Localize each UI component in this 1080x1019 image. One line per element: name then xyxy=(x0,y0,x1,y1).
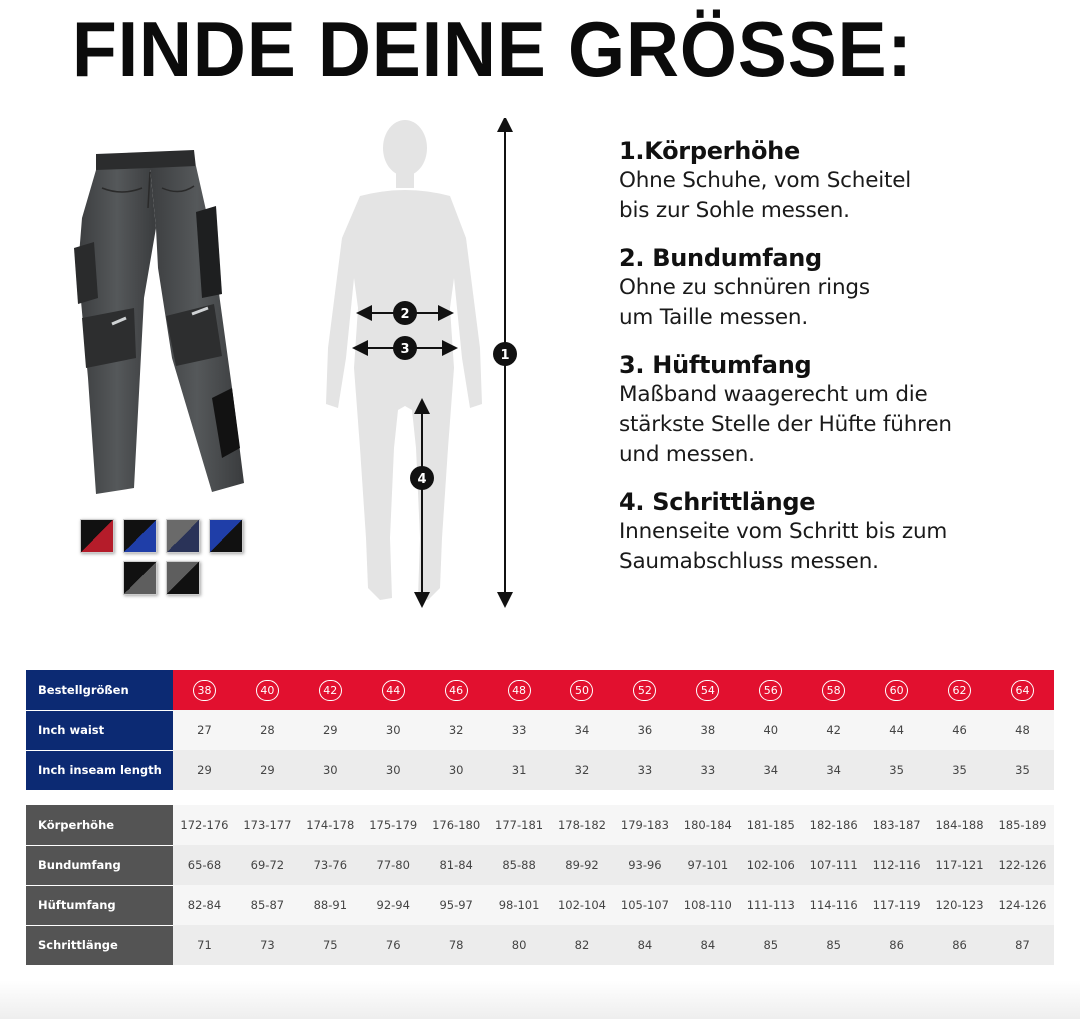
table-cell: 102-104 xyxy=(551,885,614,925)
marker-4 xyxy=(410,466,434,490)
size-cell xyxy=(236,670,299,710)
table-cell: 172-176 xyxy=(173,805,236,845)
table-cell: 179-183 xyxy=(613,805,676,845)
table-cell: 85 xyxy=(802,925,865,965)
table-cell: 84 xyxy=(676,925,739,965)
row-label: Inch inseam length xyxy=(26,750,173,790)
table-cell: 112-116 xyxy=(865,845,928,885)
table-cell: 34 xyxy=(551,710,614,750)
size-cell xyxy=(362,670,425,710)
table-cell: 42 xyxy=(802,710,865,750)
table-cell: 82 xyxy=(551,925,614,965)
instruction-heading: 4. Schrittlänge xyxy=(619,488,816,516)
table-cell: 33 xyxy=(676,750,739,790)
table-cell: 28 xyxy=(236,710,299,750)
size-badge[interactable]: 52 xyxy=(633,680,656,701)
table-cell: 122-126 xyxy=(991,845,1054,885)
marker-2 xyxy=(393,301,417,325)
table-cell: 36 xyxy=(613,710,676,750)
instruction-text: Ohne zu schnüren rings um Taille messen. xyxy=(619,275,870,330)
marker-1 xyxy=(493,342,517,366)
table-cell: 185-189 xyxy=(991,805,1054,845)
table-cell: 97-101 xyxy=(676,845,739,885)
table-cell: 75 xyxy=(299,925,362,965)
svg-text:3: 3 xyxy=(400,342,410,357)
table-cell: 85-88 xyxy=(488,845,551,885)
size-cell xyxy=(991,670,1054,710)
svg-text:4: 4 xyxy=(417,472,427,487)
instruction-text: Innenseite vom Schritt bis zum Saumabschluss messen. xyxy=(619,519,948,574)
table-cell: 85 xyxy=(739,925,802,965)
instruction-schrittlaenge xyxy=(619,487,1059,577)
table-cell: 181-185 xyxy=(739,805,802,845)
instruction-text: Maßband waagerecht um die stärkste Stelle der Hüfte führen und messen. xyxy=(619,382,952,467)
size-table-order xyxy=(26,670,1054,791)
table-cell: 80 xyxy=(488,925,551,965)
size-cell xyxy=(425,670,488,710)
row-label: Bundumfang xyxy=(26,845,173,885)
swatch-black-grey[interactable] xyxy=(123,561,157,595)
table-row xyxy=(26,805,1054,845)
size-cell xyxy=(928,670,991,710)
size-badge[interactable]: 58 xyxy=(822,680,845,701)
table-cell: 30 xyxy=(425,750,488,790)
table-cell: 108-110 xyxy=(676,885,739,925)
body-measurement-figure xyxy=(320,118,530,608)
measurement-instructions xyxy=(619,136,1059,594)
swatch-royal-blue-black[interactable] xyxy=(209,519,243,553)
table-row xyxy=(26,885,1054,925)
size-cell xyxy=(613,670,676,710)
table-cell: 32 xyxy=(425,710,488,750)
table-cell: 120-123 xyxy=(928,885,991,925)
swatch-grey-black[interactable] xyxy=(166,561,200,595)
size-cell xyxy=(299,670,362,710)
table-cell: 29 xyxy=(236,750,299,790)
table-cell: 105-107 xyxy=(613,885,676,925)
table-row xyxy=(26,845,1054,885)
table-cell: 87 xyxy=(991,925,1054,965)
footer-fade xyxy=(0,980,1080,1019)
table-cell: 76 xyxy=(362,925,425,965)
table-cell: 73 xyxy=(236,925,299,965)
table-cell: 88-91 xyxy=(299,885,362,925)
table-cell: 73-76 xyxy=(299,845,362,885)
row-label: Inch waist xyxy=(26,710,173,750)
table-cell: 102-106 xyxy=(739,845,802,885)
size-badge[interactable]: 48 xyxy=(508,680,531,701)
instruction-bundumfang xyxy=(619,243,1059,333)
table-cell: 30 xyxy=(299,750,362,790)
table-cell: 44 xyxy=(865,710,928,750)
table-cell: 183-187 xyxy=(865,805,928,845)
table-cell: 173-177 xyxy=(236,805,299,845)
size-badge[interactable]: 64 xyxy=(1011,680,1034,701)
size-badge[interactable]: 42 xyxy=(319,680,342,701)
table-row xyxy=(26,670,1054,710)
row-label: Schrittlänge xyxy=(26,925,173,965)
table-cell: 182-186 xyxy=(802,805,865,845)
table-cell: 32 xyxy=(551,750,614,790)
table-cell: 174-178 xyxy=(299,805,362,845)
table-cell: 85-87 xyxy=(236,885,299,925)
instruction-heading: 3. Hüftumfang xyxy=(619,351,812,379)
table-cell: 82-84 xyxy=(173,885,236,925)
table-cell: 34 xyxy=(739,750,802,790)
size-cell xyxy=(739,670,802,710)
table-cell: 89-92 xyxy=(551,845,614,885)
size-badge[interactable]: 38 xyxy=(193,680,216,701)
table-cell: 65-68 xyxy=(173,845,236,885)
size-table-body xyxy=(26,805,1054,966)
table-cell: 46 xyxy=(928,710,991,750)
table-cell: 86 xyxy=(928,925,991,965)
size-badge[interactable]: 40 xyxy=(256,680,279,701)
table-cell: 27 xyxy=(173,710,236,750)
size-cell xyxy=(865,670,928,710)
page-title: FINDE DEINE GRÖSSE: xyxy=(72,5,913,93)
table-cell: 107-111 xyxy=(802,845,865,885)
table-cell: 84 xyxy=(613,925,676,965)
svg-text:1: 1 xyxy=(500,348,510,363)
table-cell: 117-121 xyxy=(928,845,991,885)
size-badge[interactable]: 56 xyxy=(759,680,782,701)
table-cell: 124-126 xyxy=(991,885,1054,925)
table-cell: 48 xyxy=(991,710,1054,750)
size-cell xyxy=(802,670,865,710)
table-cell: 33 xyxy=(488,710,551,750)
row-label: Körperhöhe xyxy=(26,805,173,845)
size-cell xyxy=(551,670,614,710)
row-label: Hüftumfang xyxy=(26,885,173,925)
table-row xyxy=(26,750,1054,790)
table-cell: 31 xyxy=(488,750,551,790)
table-cell: 177-181 xyxy=(488,805,551,845)
table-cell: 35 xyxy=(991,750,1054,790)
size-badge[interactable]: 54 xyxy=(696,680,719,701)
svg-text:2: 2 xyxy=(400,307,410,322)
size-badge[interactable]: 44 xyxy=(382,680,405,701)
table-cell: 40 xyxy=(739,710,802,750)
table-cell: 117-119 xyxy=(865,885,928,925)
table-cell: 30 xyxy=(362,710,425,750)
size-cell xyxy=(173,670,236,710)
table-cell: 93-96 xyxy=(613,845,676,885)
instruction-koerperhoehe xyxy=(619,136,1059,226)
table-row xyxy=(26,925,1054,965)
table-cell: 178-182 xyxy=(551,805,614,845)
table-cell: 35 xyxy=(865,750,928,790)
table-cell: 92-94 xyxy=(362,885,425,925)
table-cell: 29 xyxy=(299,710,362,750)
table-cell: 34 xyxy=(802,750,865,790)
table-cell: 29 xyxy=(173,750,236,790)
instruction-heading: 2. Bundumfang xyxy=(619,244,822,272)
swatch-black-royal-blue[interactable] xyxy=(123,519,157,553)
marker-3 xyxy=(393,336,417,360)
work-trousers-image xyxy=(72,148,252,500)
swatch-black-red[interactable] xyxy=(80,519,114,553)
table-cell: 35 xyxy=(928,750,991,790)
table-cell: 184-188 xyxy=(928,805,991,845)
table-cell: 114-116 xyxy=(802,885,865,925)
table-cell: 176-180 xyxy=(425,805,488,845)
size-badge[interactable]: 50 xyxy=(570,680,593,701)
instruction-hueftumfang xyxy=(619,350,1059,470)
table-cell: 180-184 xyxy=(676,805,739,845)
instruction-heading: 1.Körperhöhe xyxy=(619,137,800,165)
table-cell: 111-113 xyxy=(739,885,802,925)
swatch-grey-navy[interactable] xyxy=(166,519,200,553)
size-cell xyxy=(676,670,739,710)
color-swatches xyxy=(76,517,256,599)
table-cell: 86 xyxy=(865,925,928,965)
size-badge[interactable]: 60 xyxy=(885,680,908,701)
table-cell: 77-80 xyxy=(362,845,425,885)
table-cell: 78 xyxy=(425,925,488,965)
row-label: Bestellgrößen xyxy=(26,670,173,710)
size-cell xyxy=(488,670,551,710)
table-cell: 98-101 xyxy=(488,885,551,925)
table-cell: 69-72 xyxy=(236,845,299,885)
table-cell: 175-179 xyxy=(362,805,425,845)
table-cell: 95-97 xyxy=(425,885,488,925)
table-cell: 71 xyxy=(173,925,236,965)
table-cell: 38 xyxy=(676,710,739,750)
size-badge[interactable]: 46 xyxy=(445,680,468,701)
instruction-text: Ohne Schuhe, vom Scheitel bis zur Sohle messen. xyxy=(619,168,912,223)
table-cell: 33 xyxy=(613,750,676,790)
size-badge[interactable]: 62 xyxy=(948,680,971,701)
table-cell: 81-84 xyxy=(425,845,488,885)
table-row xyxy=(26,710,1054,750)
table-cell: 30 xyxy=(362,750,425,790)
